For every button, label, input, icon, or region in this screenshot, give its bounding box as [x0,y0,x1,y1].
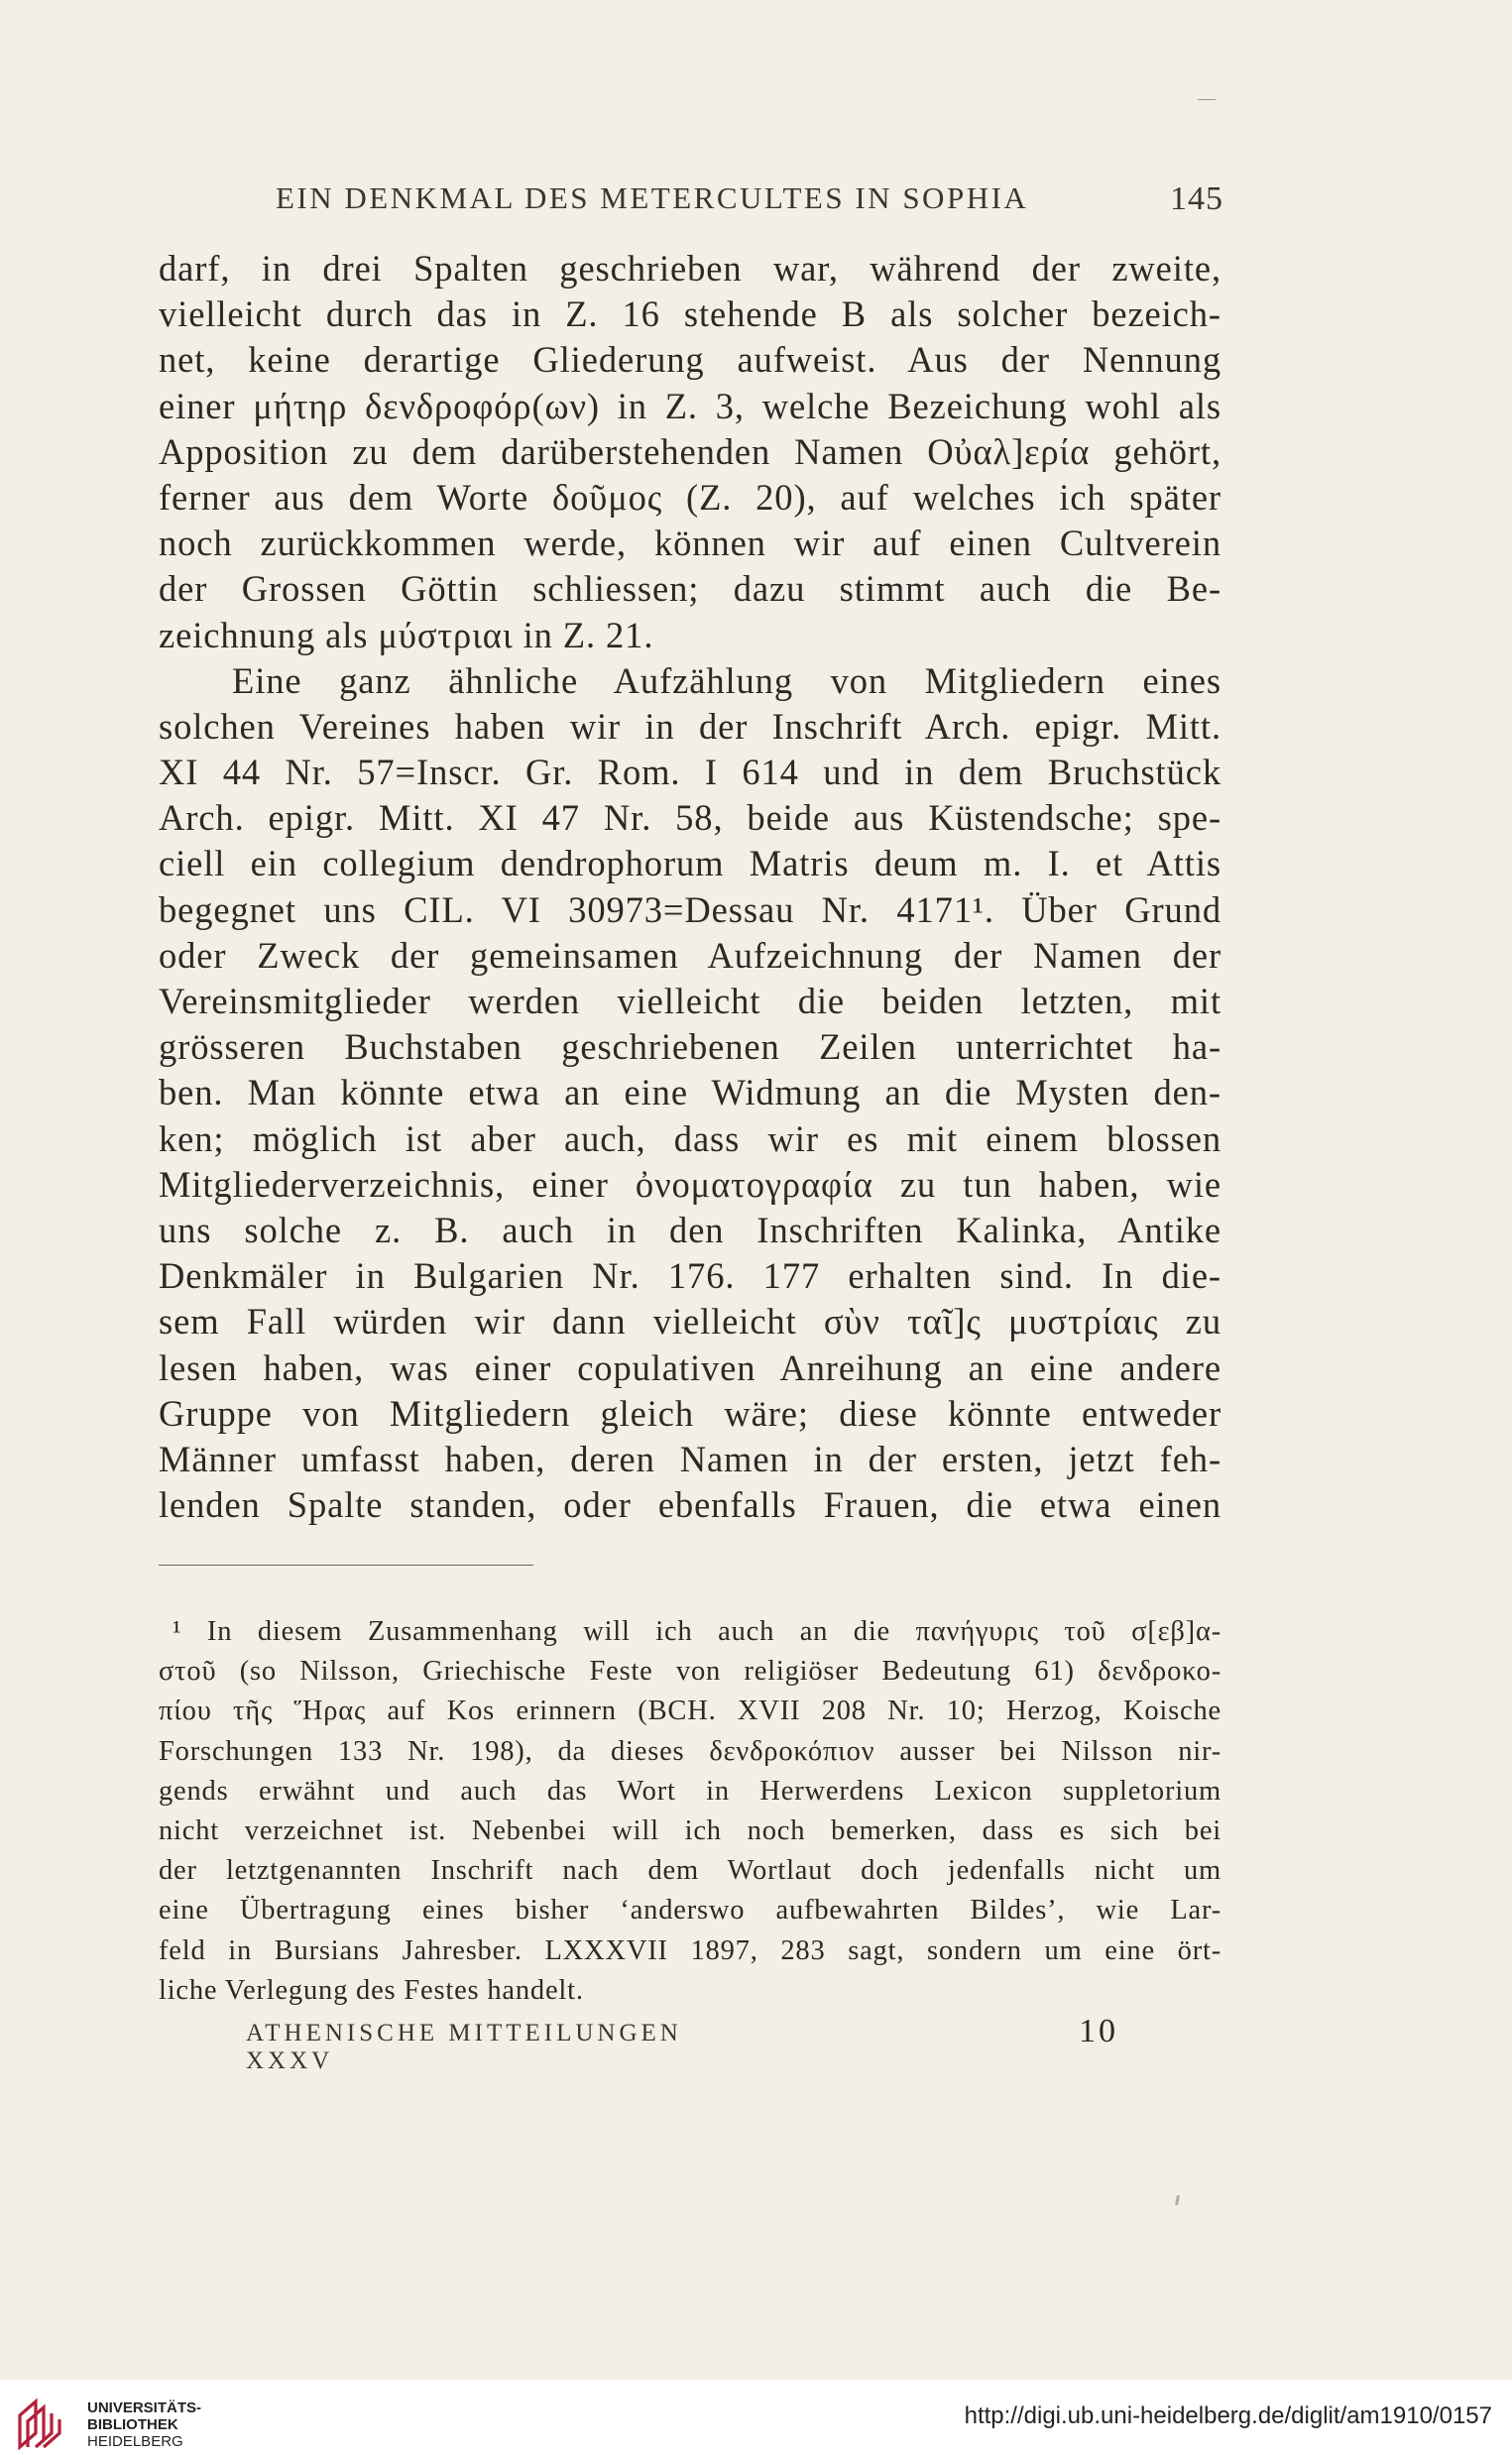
footnote-line: Forschungen 133 Nr. 198), da dieses δενδροκόπιον ausser bei Nilsson nir- [159,1735,1221,1767]
text-line: solchen Vereines haben wir in der Inschrift Arch. epigr. Mitt. [159,705,1221,747]
margin-mark [1198,99,1216,100]
text-line: ciell ein collegium dendrophorum Matris deum m. I. et Attis [159,843,1221,884]
page-number: 145 [1170,180,1223,217]
main-text [159,246,1221,1528]
footnote [159,1612,1221,2011]
footnote-line: στοῦ (so Nilsson, Griechische Feste von religiöser Bedeutung 61) δενδροκο- [159,1656,1221,1688]
text-line: vielleicht durch das in Z. 16 stehende B als solcher bezeich- [159,293,1221,335]
text-line: ferner aus dem Worte δοῦμος (Z. 20), auf welches ich später [159,476,1221,518]
footnote-line: gends erwähnt und auch das Wort in Herwerdens Lexicon suppletorium [159,1775,1221,1807]
text-line: begegnet uns CIL. VI 30973=Dessau Nr. 4171¹. Über Grund [159,888,1221,930]
text-line: Denkmäler in Bulgarien Nr. 176. 177 erhalten sind. In die- [159,1255,1221,1297]
library-name-line: UNIVERSITÄTS- [87,2399,202,2416]
text-line: zeichnung als μύστριαι in Z. 21. [159,614,654,655]
footnote-line: nicht verzeichnet ist. Nebenbei will ich noch bemerken, dass es sich bei [159,1814,1221,1846]
text-line: Eine ganz ähnliche Aufzählung von Mitgliedern eines [232,659,1221,701]
library-name-line: BIBLIOTHEK [87,2416,178,2433]
text-line: Gruppe von Mitgliedern gleich wäre; diese könnte entweder [159,1392,1221,1434]
running-head-title: EIN DENKMAL DES METERCULTES IN SOPHIA [276,180,1029,215]
text-line: der Grossen Göttin schliessen; dazu stimmt auch die Be- [159,568,1221,610]
text-line: uns solche z. B. auch in den Inschriften Kalinka, Antike [159,1209,1221,1250]
text-line: XI 44 Nr. 57=Inscr. Gr. Rom. I 614 und in dem Bruchstück [159,752,1221,793]
footnote-line: πίου τῆς Ἥρας auf Kos erinnern (BCH. XVII 208 Nr. 10; Herzog, Koische [159,1695,1221,1727]
text-line: Mitgliederverzeichnis, einer ὀνοματογραφία zu tun haben, wie [159,1163,1221,1205]
footnote-separator [159,1565,533,1566]
text-line: lenden Spalte standen, oder ebenfalls Frauen, die etwa einen [159,1484,1221,1526]
text-line: net, keine derartige Gliederung aufweist. Aus der Nennung [159,339,1221,381]
text-line: oder Zweck der gemeinsamen Aufzeichnung der Namen der [159,934,1221,976]
text-line: Arch. epigr. Mitt. XI 47 Nr. 58, beide aus Küstendsche; spe- [159,797,1221,839]
text-line: einer μήτηρ δενδροφόρ(ων) in Z. 3, welche Bezeichung wohl als [159,385,1221,426]
source-url-link[interactable]: http://digi.ub.uni-heidelberg.de/diglit/am1910/0157 [964,2402,1492,2429]
signature-number: 10 [1079,2013,1118,2049]
signature-mark: ATHENISCHE MITTEILUNGEN XXXV [246,2020,682,2074]
footnote-line: der letztgenannten Inschrift nach dem Wortlaut doch jedenfalls nicht um [159,1855,1221,1887]
library-name-line: HEIDELBERG [87,2433,183,2450]
footnote-line: eine Übertragung eines bisher ‘anderswo aufbewahrten Bildes’, wie Lar- [159,1895,1221,1927]
text-line: noch zurückkommen werde, können wir auf einen Cultverein [159,523,1221,564]
text-line: lesen haben, was einer copulativen Anreihung an eine andere [159,1346,1221,1388]
footnote-line: ¹ In diesem Zusammenhang will ich auch an die πανήγυρις τοῦ σ[εβ]α- [173,1616,1221,1647]
library-logo-icon [14,2394,73,2451]
text-line: ben. Man könnte etwa an eine Widmung an die Mysten den- [159,1072,1221,1113]
text-line: ken; möglich ist aber auch, dass wir es mit einem blossen [159,1117,1221,1159]
text-line: grösseren Buchstaben geschriebenen Zeilen unterrichtet ha- [159,1026,1221,1068]
text-line: Vereinsmitglieder werden vielleicht die beiden letzten, mit [159,981,1221,1021]
scan-speck [1175,2195,1180,2205]
text-line: Männer umfasst haben, deren Namen in der ersten, jetzt feh- [159,1438,1221,1479]
footnote-line: feld in Bursians Jahresber. LXXXVII 1897, 283 sagt, sondern um eine ört- [159,1934,1221,1966]
text-line: sem Fall würden wir dann vielleicht σὺν ταῖ]ς μυστρίαις zu [159,1301,1221,1343]
text-line: Apposition zu dem darüberstehenden Namen Οὐαλ]ερία gehört, [159,430,1221,472]
footnote-line: liche Verlegung des Festes handelt. [159,1974,584,2006]
library-name [87,2399,201,2450]
text-line: darf, in drei Spalten geschrieben war, während der zweite, [159,248,1221,289]
